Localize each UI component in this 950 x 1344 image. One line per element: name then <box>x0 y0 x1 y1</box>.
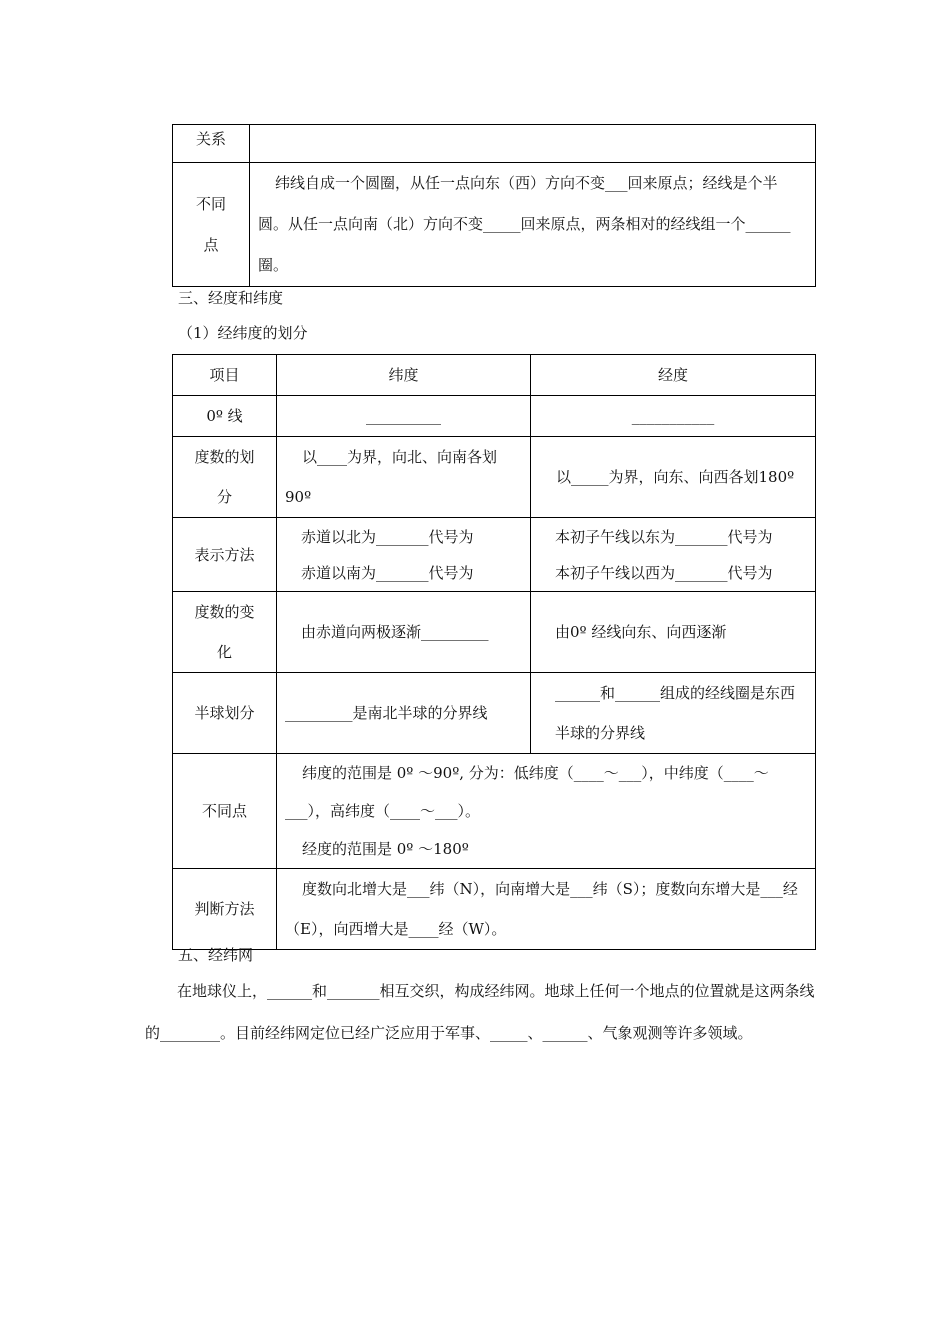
cell-line: 赤道以南为_______代号为 <box>301 563 474 582</box>
table-row <box>173 437 816 518</box>
cell-longitude <box>531 518 816 592</box>
row-label: 0º 线 <box>173 396 277 437</box>
row-label: 不同点 <box>173 754 277 869</box>
cell-line: 纬度的范围是 0º ～90º, 分为：低纬度（____～___），中纬度（____～___），高纬度（____～___）。 <box>285 764 769 820</box>
table-row <box>173 673 816 754</box>
section-heading: 五、经纬网 <box>178 946 254 964</box>
cell-content: 度数向北增大是___纬（N），向南增大是___纬（S）；度数向东增大是___经（E），向西增大是____经（W）。 <box>277 869 816 950</box>
cell-latitude: _________是南北半球的分界线 <box>277 673 531 754</box>
table-row <box>173 396 816 437</box>
cell-latitude: 由赤道向两极逐渐_________ <box>277 592 531 673</box>
table-row <box>173 869 816 950</box>
cell-longitude: ___________ <box>531 396 816 437</box>
table-header-row <box>173 355 816 396</box>
table-row <box>173 125 816 163</box>
row-label: 判断方法 <box>173 869 277 950</box>
cell-longitude: 由0º 经线向东、向西逐渐 <box>531 592 816 673</box>
section-heading: 三、经度和纬度 <box>178 289 284 307</box>
subsection-heading: （1）经纬度的划分 <box>178 324 308 342</box>
cell-line: 本初子午线以西为_______代号为 <box>555 563 773 582</box>
paragraph: 在地球仪上，______和_______相互交织，构成经纬网。地球上任何一个地点的位置就是这两条线的________。目前经纬网定位已经广泛应用于军事、_____、______、气象观测等许多领域。 <box>145 982 815 1042</box>
row-label: 半球划分 <box>173 673 277 754</box>
table-row <box>173 518 816 592</box>
row-label: 关系 <box>173 125 250 163</box>
cell-line: 本初子午线以东为_______代号为 <box>555 527 773 546</box>
latlon-table <box>172 354 816 950</box>
row-label: 不同点 <box>173 163 250 287</box>
table-row <box>173 592 816 673</box>
table-row <box>173 163 816 287</box>
cell-latitude: 以____为界，向北、向南各划90º <box>277 437 531 518</box>
row-label: 度数的划分 <box>173 437 277 518</box>
cell-line: 经度的范围是 0º ～180º <box>302 840 469 858</box>
cell-line: 赤道以北为_______代号为 <box>301 527 474 546</box>
row-label: 度数的变化 <box>173 592 277 673</box>
cell-longitude: ______和______组成的经线圈是东西半球的分界线 <box>531 673 816 754</box>
column-header: 纬度 <box>277 355 531 396</box>
table-row <box>173 754 816 869</box>
column-header: 项目 <box>173 355 277 396</box>
cell-latitude: __________ <box>277 396 531 437</box>
cell-longitude: 以_____为界，向东、向西各划180º <box>531 437 816 518</box>
column-header: 经度 <box>531 355 816 396</box>
row-label: 表示方法 <box>173 518 277 592</box>
row-content <box>250 125 816 163</box>
comparison-table <box>172 124 816 287</box>
cell-content <box>277 754 816 869</box>
row-content: 纬线自成一个圆圈，从任一点向东（西）方向不变___回来原点；经线是个半圆。从任一点向南（北）方向不变_____回来原点，两条相对的经线组一个______圈。 <box>250 163 816 287</box>
cell-latitude <box>277 518 531 592</box>
